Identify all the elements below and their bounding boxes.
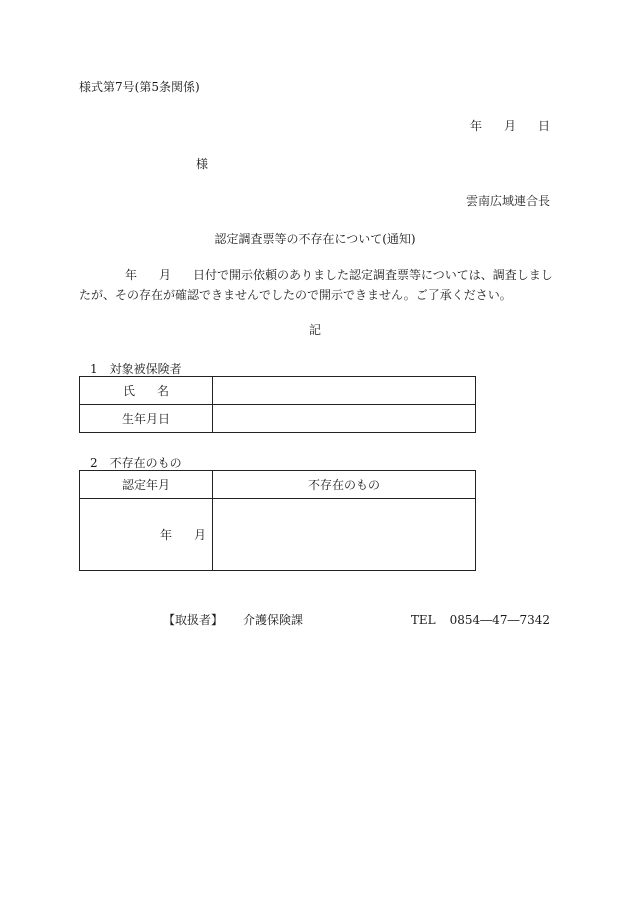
- body-text-line-2: たが、その存在が確認できませんでしたので開示できません。ご了承ください。: [79, 288, 512, 302]
- nonexistent-item-header: 不存在のもの: [213, 471, 476, 499]
- insured-person-table: [79, 376, 476, 433]
- table-row: [80, 499, 476, 571]
- section-2-heading: 2 不存在のもの: [90, 456, 182, 470]
- birthdate-label: 生年月日: [80, 405, 213, 433]
- table-row: [80, 377, 476, 405]
- nonexistent-items-table: [79, 470, 476, 571]
- handler-label: 【取扱者】: [163, 613, 224, 627]
- birthdate-value: [213, 405, 476, 433]
- cert-month: 月: [193, 527, 206, 542]
- body-month: 月: [159, 268, 172, 282]
- ki-heading: 記: [308, 323, 321, 337]
- name-value: [213, 377, 476, 405]
- table-row: [80, 405, 476, 433]
- document-title: 認定調査票等の不存在について(通知): [214, 232, 416, 246]
- addressee-suffix: 様: [196, 157, 209, 171]
- date-line: [470, 119, 550, 133]
- body-line1-rest: 日付で開示依頼のありました認定調査票等については、調査しまし: [193, 268, 553, 282]
- table-header-row: [80, 471, 476, 499]
- issuer-name: 雲南広域連合長: [465, 194, 550, 208]
- section-1-heading: 1 対象被保険者: [90, 362, 182, 376]
- certification-date-header: 認定年月: [80, 471, 213, 499]
- name-label: [80, 377, 213, 405]
- form-number: 様式第7号(第5条関係): [79, 80, 200, 94]
- cert-year: 年: [159, 527, 172, 542]
- name-label-part-1: 氏: [122, 383, 135, 398]
- date-month: 月: [503, 119, 516, 133]
- body-year: 年: [125, 268, 138, 282]
- name-label-part-2: 名: [157, 383, 170, 398]
- tel-label: TEL: [410, 613, 436, 627]
- handler-department: 介護保険課: [243, 613, 304, 627]
- tel-number: 0854―47―7342: [449, 613, 550, 627]
- contact-phone: [411, 613, 550, 627]
- body-text-line-1: [79, 268, 553, 282]
- certification-date-cell: [80, 499, 213, 571]
- date-year: 年: [469, 119, 482, 133]
- nonexistent-item-cell: [213, 499, 476, 571]
- date-day: 日: [537, 119, 550, 133]
